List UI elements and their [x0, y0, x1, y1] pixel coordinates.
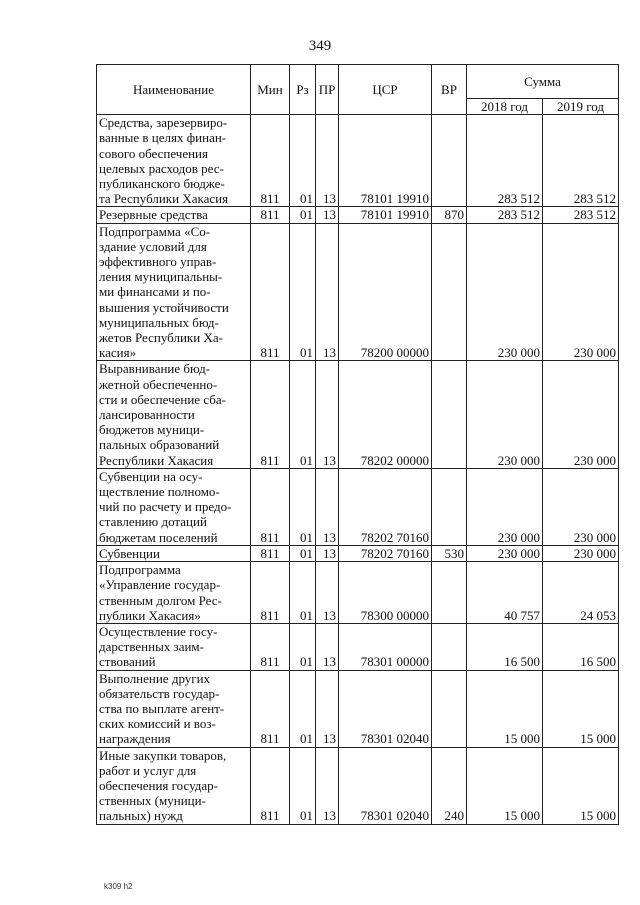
cell-y2018: 15 000: [467, 670, 543, 747]
cell-csr: 78301 00000: [339, 623, 432, 670]
cell-vr: [432, 623, 467, 670]
cell-y2019: 230 000: [543, 468, 619, 545]
cell-y2018: 16 500: [467, 623, 543, 670]
row-name-line: Иные закупки товаров,: [99, 747, 227, 763]
cell-y2018: 230 000: [467, 223, 543, 361]
row-name-line: работ и услуг для: [99, 762, 197, 778]
cell-pr: 13: [316, 115, 339, 207]
cell-min: 811: [251, 670, 290, 747]
row-name: [97, 115, 251, 207]
row-name: [97, 747, 251, 824]
cell-vr: 530: [432, 545, 467, 561]
row-name-line: Выполнение других: [99, 670, 211, 686]
row-name-line: ми финансами и по-: [99, 284, 211, 300]
page-number: 349: [308, 38, 332, 54]
header-sum: Сумма: [467, 65, 619, 99]
cell-y2019: 230 000: [543, 361, 619, 468]
header-year-2019: 2019 год: [543, 99, 619, 115]
cell-rz: 01: [290, 207, 316, 223]
cell-csr: 78202 70160: [339, 545, 432, 561]
row-name-line: целевых расходов рес-: [99, 160, 224, 176]
cell-y2018: 230 000: [467, 361, 543, 468]
row-name-line: ществление полномо-: [99, 484, 220, 500]
table-body: [97, 115, 619, 824]
table-row: [97, 670, 619, 747]
cell-y2019: 283 512: [543, 207, 619, 223]
row-name-line: здание условий для: [99, 238, 207, 254]
cell-rz: 01: [290, 562, 316, 624]
cell-vr: [432, 562, 467, 624]
cell-rz: 01: [290, 468, 316, 545]
table-row: [97, 562, 619, 624]
cell-y2018: 230 000: [467, 468, 543, 545]
row-name: [97, 207, 251, 223]
row-name: [97, 562, 251, 624]
row-name: [97, 223, 251, 361]
cell-rz: 01: [290, 545, 316, 561]
cell-y2019: 16 500: [543, 623, 619, 670]
cell-y2018: 15 000: [467, 747, 543, 824]
table-row: [97, 115, 619, 207]
cell-min: 811: [251, 361, 290, 468]
header-pr: ПР: [316, 65, 339, 115]
row-name-line: ственным долгом Рес-: [99, 592, 222, 608]
table-row: [97, 207, 619, 223]
header-vr: ВР: [432, 65, 467, 115]
cell-vr: [432, 670, 467, 747]
row-name-line: дарственных заим-: [99, 639, 204, 655]
row-name-line: публики Хакасия»: [99, 607, 201, 623]
cell-min: 811: [251, 223, 290, 361]
row-name-line: Осуществление госу-: [99, 623, 218, 639]
cell-y2019: 15 000: [543, 747, 619, 824]
cell-rz: 01: [290, 361, 316, 468]
cell-csr: 78301 02040: [339, 670, 432, 747]
row-name-line: обеспечения государ-: [99, 777, 218, 793]
cell-csr: 78101 19910: [339, 115, 432, 207]
cell-rz: 01: [290, 670, 316, 747]
cell-min: 811: [251, 468, 290, 545]
row-name-line: жетной обеспеченно-: [99, 376, 218, 392]
row-name-line: Субвенции на осу-: [99, 468, 203, 484]
row-name-line: ствований: [99, 654, 156, 670]
row-name-line: бюджетам поселений: [99, 529, 218, 545]
row-name-line: бюджетов муници-: [99, 422, 205, 438]
cell-min: 811: [251, 545, 290, 561]
cell-csr: 78301 02040: [339, 747, 432, 824]
table-row: [97, 747, 619, 824]
cell-rz: 01: [290, 623, 316, 670]
cell-min: 811: [251, 207, 290, 223]
cell-y2019: 24 053: [543, 562, 619, 624]
row-name: [97, 623, 251, 670]
table-row: [97, 223, 619, 361]
row-name: [97, 670, 251, 747]
cell-rz: 01: [290, 115, 316, 207]
cell-vr: [432, 223, 467, 361]
row-name-line: награждения: [99, 731, 171, 747]
cell-y2019: 15 000: [543, 670, 619, 747]
row-name-line: пальных) нужд: [99, 808, 183, 824]
cell-csr: 78101 19910: [339, 207, 432, 223]
row-name-line: ления муниципальны-: [99, 269, 223, 285]
row-name-line: обязательств государ-: [99, 685, 220, 701]
cell-pr: 13: [316, 361, 339, 468]
row-name-line: ставлению дотаций: [99, 514, 207, 530]
row-name-line: чий по расчету и предо-: [99, 499, 232, 515]
row-name-line: та Республики Хакасия: [99, 191, 229, 207]
row-name-line: Подпрограмма «Со-: [99, 223, 211, 239]
row-name-line: публиканского бюдже-: [99, 176, 225, 192]
cell-rz: 01: [290, 747, 316, 824]
cell-vr: [432, 361, 467, 468]
cell-y2018: 40 757: [467, 562, 543, 624]
table-row: [97, 545, 619, 561]
footer-code: k309 h2: [104, 882, 133, 891]
row-name-line: лансированности: [99, 407, 195, 423]
cell-pr: 13: [316, 562, 339, 624]
cell-pr: 13: [316, 207, 339, 223]
cell-pr: 13: [316, 670, 339, 747]
cell-csr: 78300 00000: [339, 562, 432, 624]
cell-y2018: 283 512: [467, 115, 543, 207]
row-name-line: жетов Республики Ха-: [99, 330, 223, 346]
row-name-line: Республики Хакасия: [99, 452, 214, 468]
header-name: Наименование: [97, 65, 251, 115]
row-name: [97, 545, 251, 561]
cell-min: 811: [251, 623, 290, 670]
row-name-line: «Управление государ-: [99, 577, 221, 593]
row-name-line: ства по выплате агент-: [99, 700, 225, 716]
row-name-line: эффективного управ-: [99, 254, 217, 270]
cell-vr: [432, 468, 467, 545]
row-name-line: Подпрограмма: [99, 562, 181, 578]
table-row: [97, 623, 619, 670]
cell-csr: 78200 00000: [339, 223, 432, 361]
cell-pr: 13: [316, 545, 339, 561]
row-name-line: Субвенции: [99, 545, 160, 561]
cell-y2019: 230 000: [543, 223, 619, 361]
row-name: [97, 468, 251, 545]
row-name: [97, 361, 251, 468]
header-csr: ЦСР: [339, 65, 432, 115]
row-name-line: пальных образований: [99, 437, 220, 453]
row-name-line: Выравнивание бюд-: [99, 361, 211, 377]
row-name-line: ственных (муници-: [99, 793, 206, 809]
row-name-line: касия»: [99, 345, 137, 361]
budget-table: [96, 64, 619, 825]
cell-y2019: 283 512: [543, 115, 619, 207]
row-name-line: муниципальных бюд-: [99, 314, 219, 330]
cell-vr: 870: [432, 207, 467, 223]
cell-pr: 13: [316, 747, 339, 824]
row-name-line: Средства, зарезервиро-: [99, 115, 228, 131]
cell-csr: 78202 00000: [339, 361, 432, 468]
cell-pr: 13: [316, 623, 339, 670]
cell-y2019: 230 000: [543, 545, 619, 561]
row-name-line: вышения устойчивости: [99, 299, 229, 315]
cell-vr: 240: [432, 747, 467, 824]
cell-csr: 78202 70160: [339, 468, 432, 545]
cell-vr: [432, 115, 467, 207]
cell-pr: 13: [316, 223, 339, 361]
cell-y2018: 230 000: [467, 545, 543, 561]
table-row: [97, 361, 619, 468]
row-name-line: сового обеспечения: [99, 145, 208, 161]
row-name-line: ванные в целях финан-: [99, 130, 227, 146]
cell-min: 811: [251, 115, 290, 207]
row-name-line: ских комиссий и воз-: [99, 716, 216, 732]
cell-y2018: 283 512: [467, 207, 543, 223]
table-row: [97, 468, 619, 545]
header-year-2018: 2018 год: [467, 99, 543, 115]
cell-min: 811: [251, 562, 290, 624]
cell-pr: 13: [316, 468, 339, 545]
header-min: Мин: [251, 65, 290, 115]
row-name-line: сти и обеспечение сба-: [99, 391, 226, 407]
header-rz: Рз: [290, 65, 316, 115]
row-name-line: Резервные средства: [99, 207, 208, 223]
cell-min: 811: [251, 747, 290, 824]
cell-rz: 01: [290, 223, 316, 361]
